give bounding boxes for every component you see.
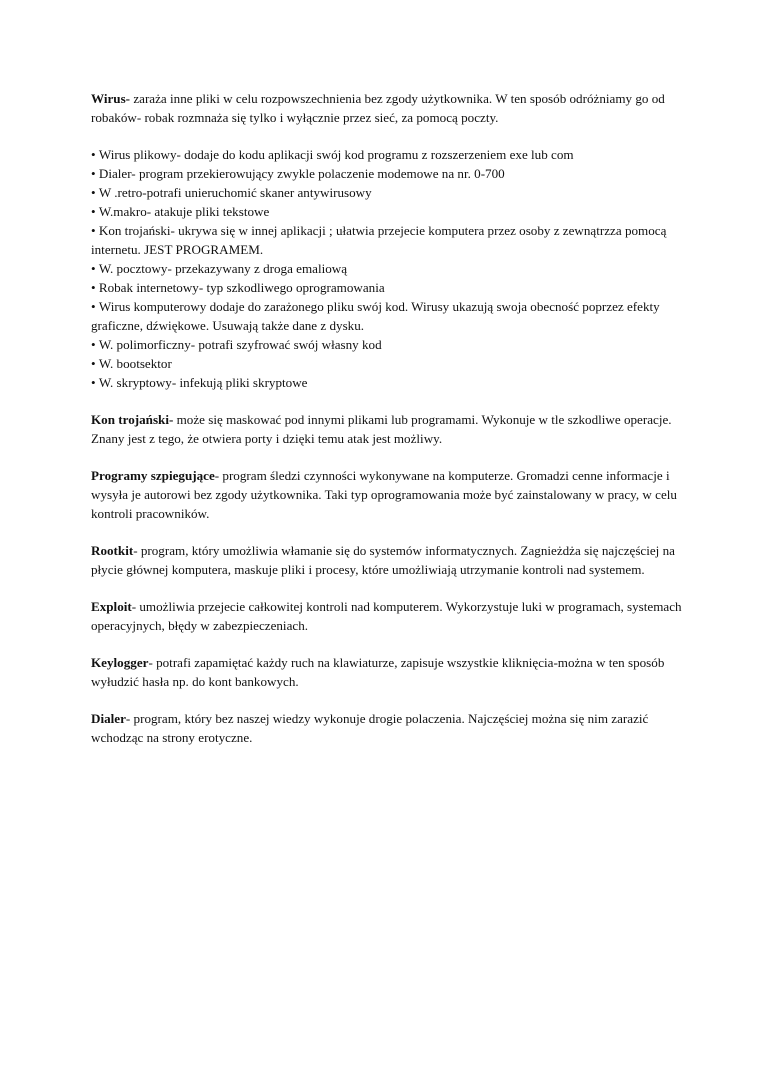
term-wirus: Wirus- (91, 91, 131, 106)
list-item: • W. pocztowy- przekazywany z droga emaliową (91, 259, 683, 278)
list-item: • Dialer- program przekierowujący zwykle polaczenie modemowe na nr. 0-700 (91, 164, 683, 183)
definition-dialer (91, 709, 683, 747)
definition-text-keylogger: - potrafi zapamiętać każdy ruch na klawiaturze, zapisuje wszystkie kliknięcia-można w ten sposób wyłudzić hasła np. do kont bankowych. (91, 655, 665, 689)
definition-text-dialer: - program, który bez naszej wiedzy wykonuje drogie polaczenia. Najczęściej można się nim zarazić wchodząc na strony erotyczne. (91, 711, 649, 745)
definition-text-wirus: zaraża inne pliki w celu rozpowszechnienia bez zgody użytkownika. W ten sposób odróżniamy go od robaków- robak rozmnaża się tylko i wyłącznie przez sieć, za pomocą poczty. (91, 91, 665, 125)
definition-exploit (91, 597, 683, 635)
definition-text-kon-trojanski: może się maskować pod innymi plikami lub programami. Wykonuje w tle szkodliwe operacje. Znany jest z tego, że otwiera porty i dzięki temu atak jest możliwy. (91, 412, 672, 446)
list-item: • W .retro-potrafi unieruchomić skaner antywirusowy (91, 183, 683, 202)
definition-text-rootkit: - program, który umożliwia włamanie się do systemów informatycznych. Zagnieżdża się najczęściej na płycie głównej komputera, maskuje pliki i procesy, które umożliwiają utrzymanie kontroli nad systemem. (91, 543, 675, 577)
list-item: • Wirus komputerowy dodaje do zarażonego pliku swój kod. Wirusy ukazują swoja obecność poprzez efekty graficzne, dźwiękowe. Usuwają także dane z dysku. (91, 297, 683, 335)
definition-wirus (91, 89, 683, 127)
definition-keylogger (91, 653, 683, 691)
list-item: • W. bootsektor (91, 354, 683, 373)
document-page (91, 89, 683, 765)
list-item: • Robak internetowy- typ szkodliwego oprogramowania (91, 278, 683, 297)
list-item: • W. polimorficzny- potrafi szyfrować swój własny kod (91, 335, 683, 354)
definition-programy-szpiegujace (91, 466, 683, 523)
term-dialer: Dialer (91, 711, 126, 726)
term-programy-szpiegujace: Programy szpiegujące (91, 468, 215, 483)
definition-text-exploit: - umożliwia przejecie całkowitej kontroli nad komputerem. Wykorzystuje luki w programach, systemach operacyjnych, błędy w zabezpieczeniach. (91, 599, 682, 633)
list-item: • Kon trojański- ukrywa się w innej aplikacji ; ułatwia przejecie komputera przez osoby z zewnątrzza pomocą internetu. JEST PROGRAMEM. (91, 221, 683, 259)
list-item: • W. skryptowy- infekują pliki skryptowe (91, 373, 683, 392)
list-item: • Wirus plikowy- dodaje do kodu aplikacji swój kod programu z rozszerzeniem exe lub com (91, 145, 683, 164)
term-rootkit: Rootkit (91, 543, 134, 558)
list-item: • W.makro- atakuje pliki tekstowe (91, 202, 683, 221)
definition-text-programy-szpiegujace: - program śledzi czynności wykonywane na komputerze. Gromadzi cenne informacje i wysyła je autorowi bez zgody użytkownika. Taki typ oprogramowania może być zainstalowany w pracy, w celu kontroli pracowników. (91, 468, 677, 521)
term-exploit: Exploit (91, 599, 132, 614)
definition-kon-trojanski (91, 410, 683, 448)
definition-rootkit (91, 541, 683, 579)
term-keylogger: Keylogger (91, 655, 149, 670)
term-kon-trojanski: Kon trojański- (91, 412, 174, 427)
virus-types-list (91, 145, 683, 392)
